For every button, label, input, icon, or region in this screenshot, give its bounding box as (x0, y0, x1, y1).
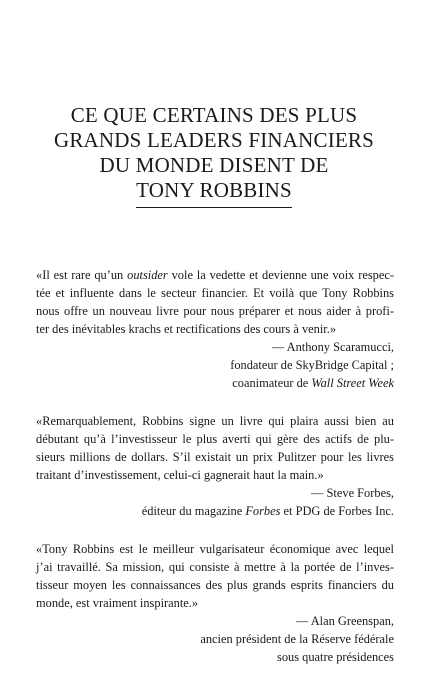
quote-line: nous offre un nouveau livre pour nous préparer et nous aider à profi- (36, 304, 394, 318)
attribution-line: éditeur du magazine Forbes et PDG de Forbes Inc. (141, 504, 394, 518)
attribution-line: — Alan Greenspan, (295, 614, 394, 628)
title-line: CE QUE CERTAINS DES PLUS (70, 103, 358, 127)
testimonial-quote (36, 266, 394, 338)
quote-line: débutant qu’à l’investisseur le plus averti qui gère des actifs de plu- (36, 432, 394, 446)
quote-line: «Il est rare qu’un outsider vole la vedette et devienne une voix respec- (36, 268, 395, 282)
quote-line: ter des inévitables krachs et rectifications des cours à venir.» (36, 322, 337, 336)
quote-line: tée et influente dans le secteur financier. Et voilà que Tony Robbins (36, 286, 394, 300)
italic-title: Wall Street Week (311, 376, 394, 390)
quote-line: «Tony Robbins est le meilleur vulgarisateur économique avec lequel (36, 542, 394, 556)
attribution-line: fondateur de SkyBridge Capital ; (230, 358, 394, 372)
attribution-line: coanimateur de Wall Street Week (232, 376, 394, 390)
testimonial-attribution (36, 612, 394, 666)
quote-line: tisseur moyen les connaissances des plus grands esprits financiers du (36, 578, 394, 592)
title-line: DU MONDE DISENT DE (99, 153, 329, 177)
attribution-line: — Anthony Scaramucci, (271, 340, 394, 354)
attribution-line: sous quatre présidences (277, 650, 394, 664)
title-line: GRANDS LEADERS FINANCIERS (53, 128, 375, 152)
italic-title: Forbes (245, 504, 281, 518)
title-line-underlined: TONY ROBBINS (136, 178, 292, 208)
attribution-line: ancien président de la Réserve fédérale (200, 632, 394, 646)
page-title (20, 103, 408, 208)
testimonial-attribution (36, 484, 394, 520)
attribution-line: — Steve Forbes, (311, 486, 394, 500)
quote-line: j’ai travaillé. Sa mission, qui consiste à mettre à la portée de l’inves- (36, 560, 394, 574)
testimonial-quote (36, 412, 394, 484)
testimonial-attribution (36, 338, 394, 392)
quote-line: «Remarquablement, Robbins signe un livre qui plaira aussi bien au (36, 414, 394, 428)
quote-line: traitant d’investissement, celui-ci gagnerait haut la main.» (36, 468, 324, 482)
testimonial-quote (36, 540, 394, 612)
italic-word: outsider (127, 268, 168, 282)
quote-line: monde, est vraiment inspirante.» (36, 596, 199, 610)
testimonials (36, 266, 394, 666)
quote-line: sieurs millions de dollars. S’il existait un prix Pulitzer pour les livres (36, 450, 394, 464)
